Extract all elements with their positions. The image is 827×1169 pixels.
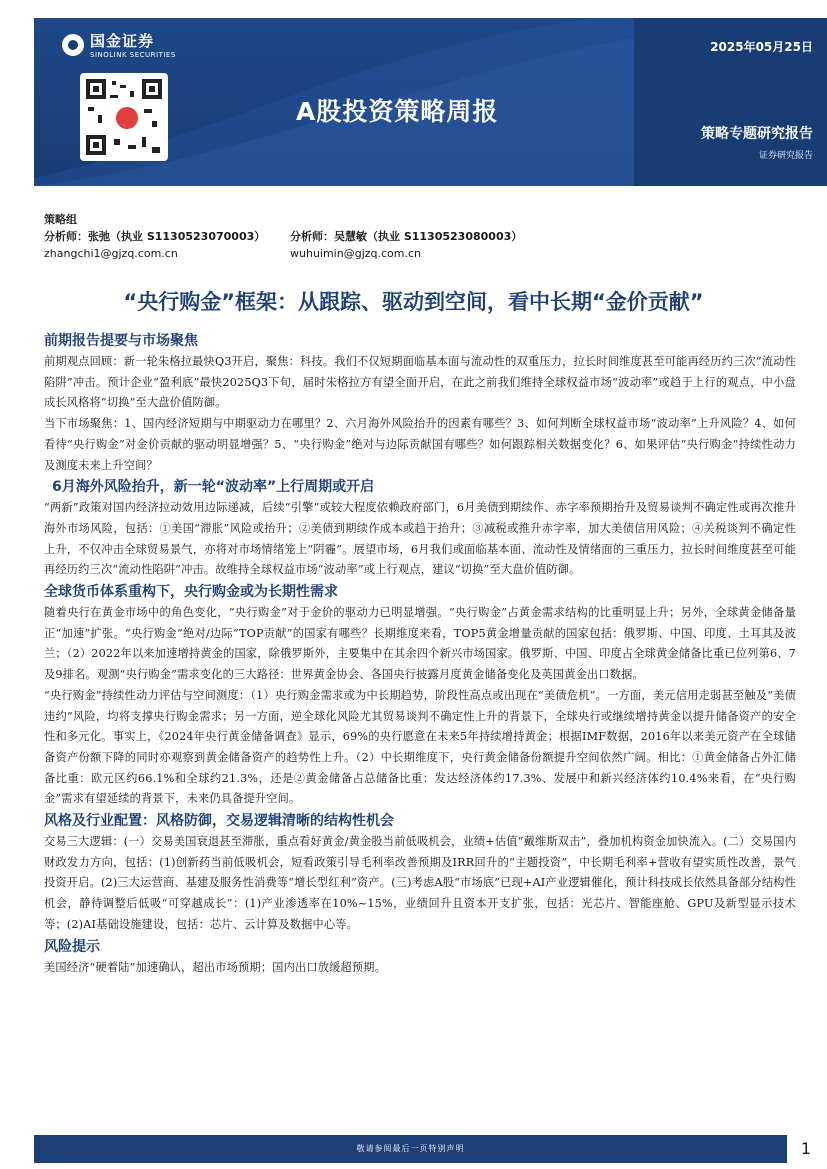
paragraph: 随着央行在黄金市场中的角色变化，“央行购金”对于金价的驱动力已明显增强。“央行购金”占黄金需求结构的比重明显上升；另外，全球黄金储备量正“加速”扩张。“央行购金”绝对/边际“TOP贡献”的国家有哪些？长期维度来看，TOP5黄金增量贡献的国家包括：俄罗斯、中国、印度、土耳其及波兰；（2）2022年以来加速增持黄金的国家，除俄罗斯外，主要集中在其余四个新兴市场国家。俄罗斯、中国、印度占全球黄金储备比重已位列第6、7及9排名。观测“央行购金”需求变化的三大路径：世界黄金协会、各国央行披露月度黄金储备变化及英国黄金出口数据。	[44, 606, 796, 682]
analyst-1-email[interactable]: zhangchi1@gjzq.com.cn	[44, 247, 178, 260]
analyst-row	[44, 228, 523, 245]
section-heading-summary: 前期报告提要与市场聚焦	[44, 333, 198, 349]
header-banner	[34, 18, 827, 186]
section-heading-overseas-risk: 6月海外风险抬升，新一轮“波动率”上行周期或开启	[52, 479, 375, 496]
page-title: “央行购金”框架：从跟踪、驱动到空间，看中长期“金价贡献”	[123, 290, 704, 314]
company-logo	[62, 30, 176, 59]
report-date: 2025年05月25日	[710, 40, 813, 54]
paragraph: 前期观点回顾：新一轮朱格拉最快Q3开启，聚焦：科技。我们不仅短期面临基本面与流动性的双重压力，拉长时间维度甚至可能再经历约三次“流动性陷阱”冲击。预计企业“盈利底”最快2025Q3下旬，届时朱格拉方有望全面开启，在此之前我们维持全球权益市场“波动率”或趋于上行的观点，中小盘成长风格将“切换”至大盘价值防御。	[44, 355, 796, 410]
paragraph: 美国经济“硬着陆”加速确认，超出市场预期；国内出口放缓超预期。	[44, 960, 387, 974]
analyst-1: 分析师：张弛（执业 S1130523070003）	[44, 230, 266, 243]
logo-name-cn: 国金证券	[90, 32, 155, 50]
qr-code-icon	[80, 73, 168, 161]
report-series-title: A股投资策略周报	[296, 97, 499, 126]
analyst-2-email[interactable]: wuhuimin@gjzq.com.cn	[290, 247, 422, 260]
logo-mark-icon	[62, 34, 84, 56]
paragraph: 交易三大逻辑：(一）交易美国衰退甚至滞胀，重点看好黄金/黄金股当前低吸机会，业绩+估值“戴维斯双击”，叠加机构资金加快流入。(二）交易国内财政发力方向，包括：(1)创新药当前低吸机会，短看政策引导毛利率改善预期及IRR回升的“主题投资”，中长期毛利率+营收有望实质性改善，景气投资开启。(2)三大运营商、基建及服务性消费等“增长型红利”资产。(三)考虑A股“市场底”已现+AI产业逻辑催化，预计科技成长依然具备部分结构性机会，静待调整后低吸“可穿越成长”：(1)产业渗透率在10%~15%，业绩回升且资本开支扩张，包括：光芯片、智能座舱、GPU及新型显示技术等；(2)AI基础设施建设，包括：芯片、云计算及数据中心等。	[44, 835, 796, 931]
report-subtype: 证券研究报告	[758, 151, 813, 161]
analyst-block	[44, 211, 523, 262]
footer-bar	[34, 1135, 787, 1163]
footer-disclaimer: 敬请参阅最后一页特别声明	[356, 1144, 465, 1153]
analyst-group: 策略组	[44, 213, 77, 226]
paragraph: “央行购金”持续性动力评估与空间测度：（1）央行购金需求或为中长期趋势，阶段性高点或出现在“美债危机”。一方面，美元信用走弱甚至触及“美债违约”风险，均将支撑央行购金需求；另一方面，逆全球化风险尤其贸易谈判不确定性上升的背景下，全球央行或继续增持黄金以提升储备资产的安全性和多元化。事实上，《2024年央行黄金储备调查》显示，69%的央行愿意在未来5年持续增持黄金；根据IMF数据，2016年以来美元资产在全球储备资产份额下降的同时亦观察到黄金储备资产的趋势性上升。（2）中长期维度下，央行黄金储备份额提升空间依然广阔。相比：①黄金储备占外汇储备比重：欧元区约66.1%和全球约21.3%，还是②黄金储备占总储备比重：发达经济体约17.3%、发展中和新兴经济体约10.4%来看，在“央行购金”需求有望延续的背景下，未来仍具备提升空间。	[44, 688, 796, 806]
section-heading-risk: 风险提示	[44, 938, 100, 955]
page-number: 1	[800, 1139, 812, 1158]
section-heading-allocation: 风格及行业配置：风格防御，交易逻辑清晰的结构性机会	[44, 813, 394, 830]
paragraph: “两新”政策对国内经济拉动效用边际递减，后续“引擎”或较大程度依赖政府部门，6月美债到期续作、赤字率预期抬升及贸易谈判不确定性或再次推升海外市场风险，包括：①美国“滞胀”风险或抬升；②美债到期续作成本或趋于抬升；③减税或推升赤字率，加大美债信用风险；④关税谈判不确定性上升，不仅冲击全球贸易景气，亦将对市场情绪笼上“阴霾”。展望市场，6月我们或面临基本面、流动性及情绪面的三重压力，拉长时间维度甚至可能再经历约三次“流动性陷阱”冲击。故维持全球权益市场“波动率”或上行观点，建议“切换”至大盘价值防御。	[44, 501, 796, 577]
analyst-email-row	[44, 245, 422, 262]
report-type: 策略专题研究报告	[701, 126, 813, 142]
paragraph: 当下市场聚焦：1、国内经济短期与中期驱动力在哪里？2、六月海外风险抬升的因素有哪些？3、如何判断全球权益市场“波动率”上升风险？4、如何看待“央行购金”对金价贡献的驱动明显增强？5、“央行购金”绝对与边际贡献国有哪些？如何跟踪相关数据变化？6、如果评估“央行购金”持续性动力及测度未来上升空间？	[44, 417, 796, 472]
report-body	[44, 330, 796, 978]
analyst-2: 分析师：吴慧敏（执业 S1130523080003）	[290, 230, 523, 243]
logo-name-en: SINOLINK SECURITIES	[90, 51, 176, 59]
section-heading-gold-demand: 全球货币体系重构下，央行购金或为长期性需求	[44, 584, 338, 601]
